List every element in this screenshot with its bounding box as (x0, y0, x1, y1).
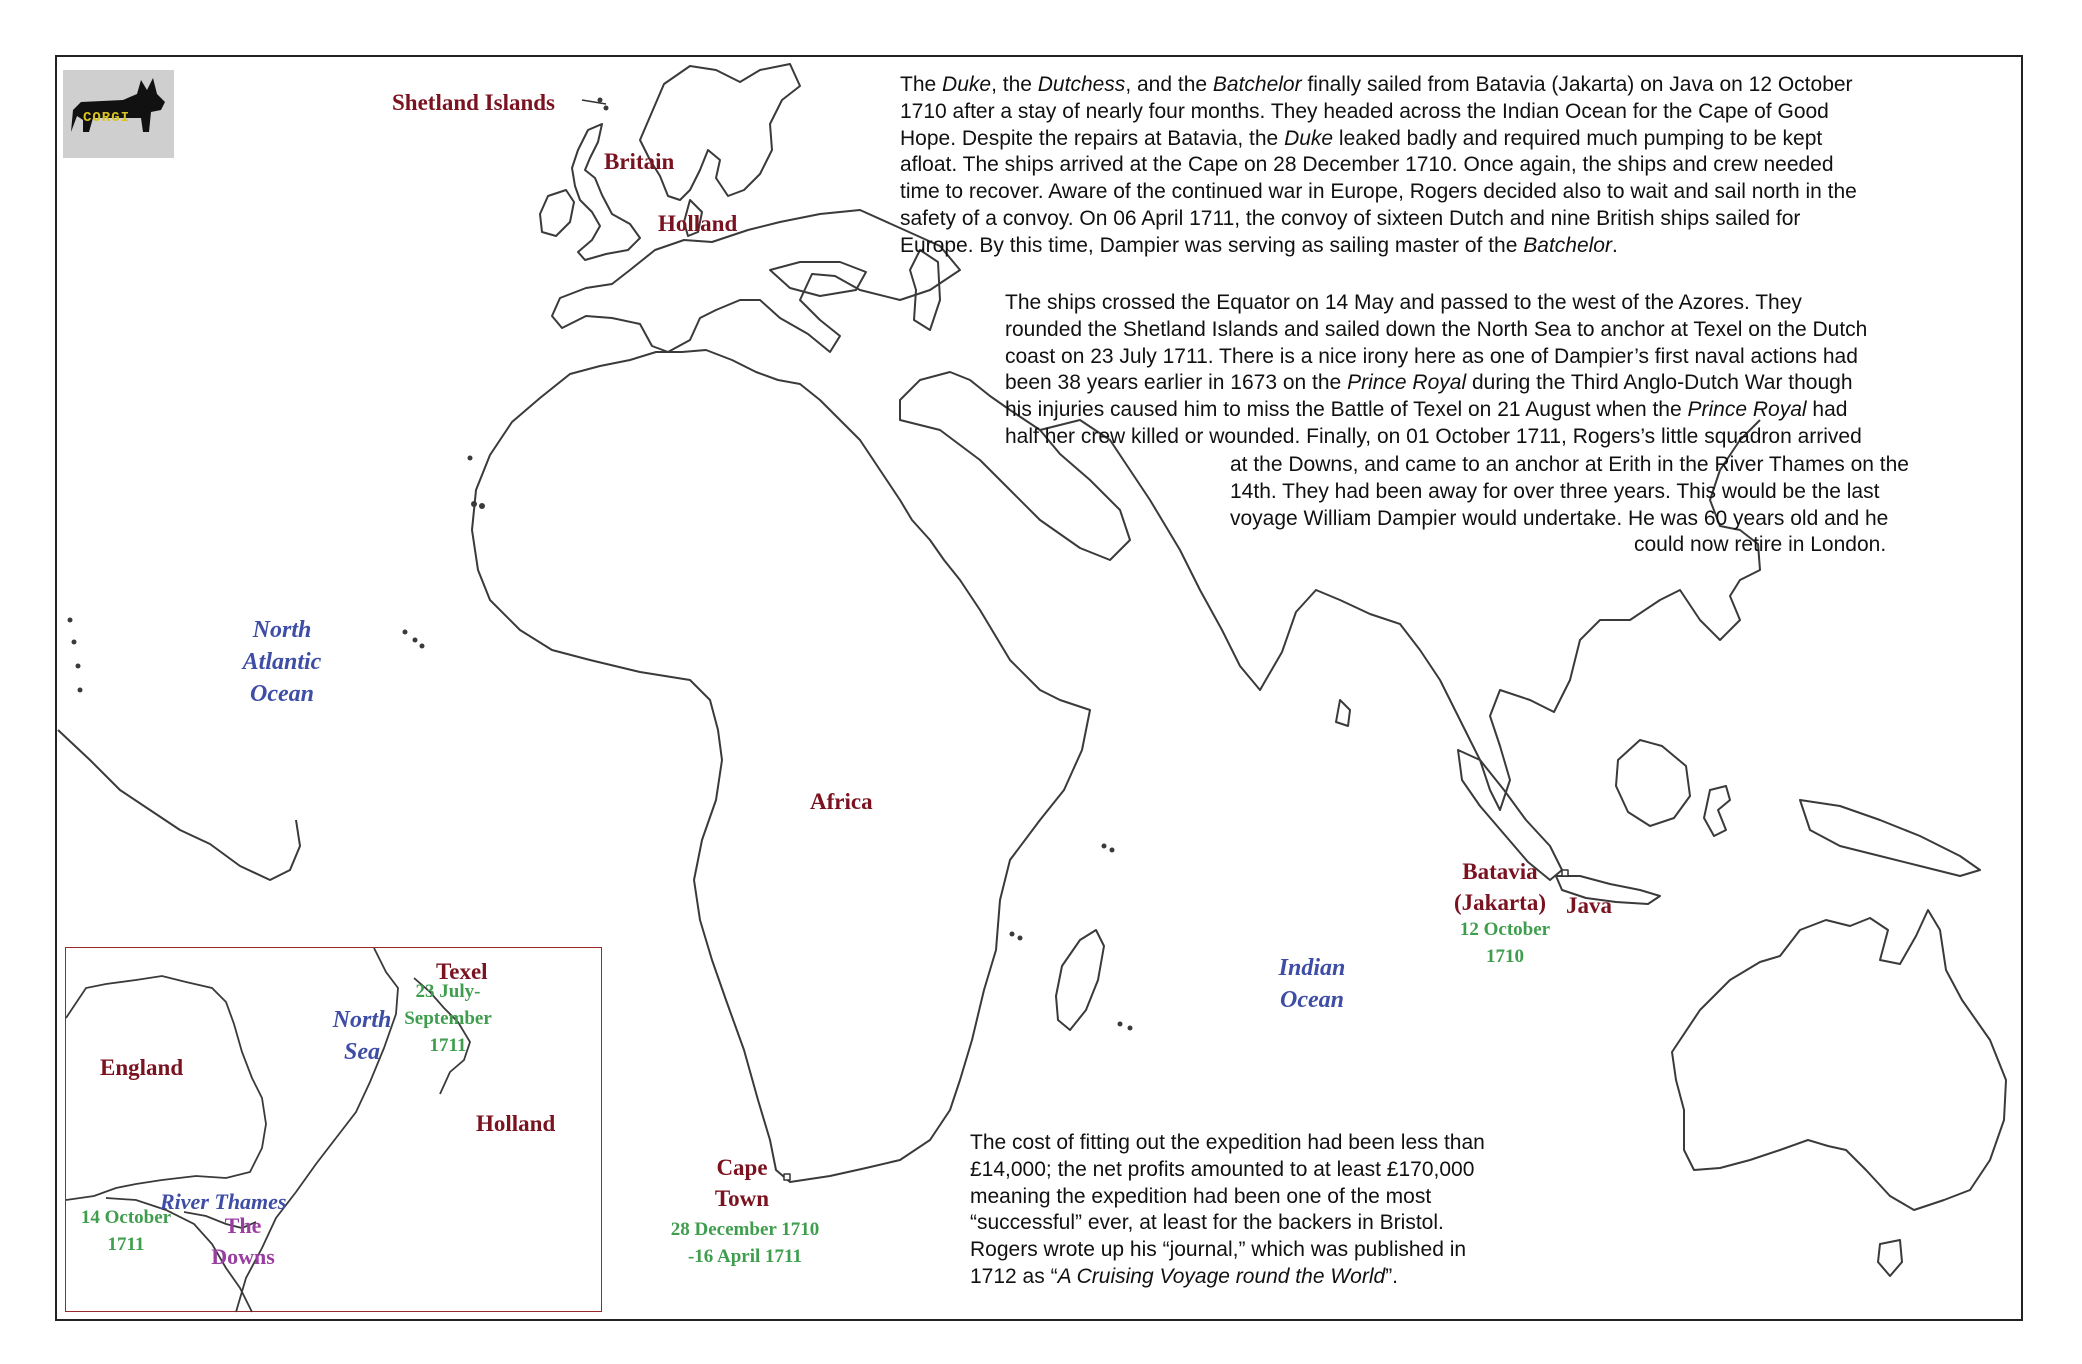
text-run: meaning the expedition had been one of the most (970, 1184, 1432, 1208)
inset-label-texel-dates: 23 July- September 1711 (404, 981, 492, 1056)
text-run: The ships crossed the Equator on 14 May and passed to the west of the Azores. They (1005, 291, 1802, 314)
text-run: 1712 as “ (970, 1264, 1058, 1288)
sri-lanka-coast (1336, 700, 1350, 726)
text-run: Europe. By this time, Dampier was serving as sailing master of the (900, 233, 1524, 257)
caspian-sea (910, 250, 940, 330)
paragraph-line (900, 99, 1857, 126)
inset-label-texel: Texel (436, 959, 488, 984)
label-shetland-islands: Shetland Islands (392, 90, 555, 115)
text-run: had (1806, 398, 1848, 422)
australia-coast (1672, 910, 2006, 1210)
label-holland: Holland (658, 211, 738, 236)
paragraph-voyage-home-end (1230, 452, 1909, 532)
paragraph-line (1005, 370, 1867, 397)
paragraph-retirement (1634, 532, 1886, 559)
text-run: The (900, 73, 943, 96)
tasmania-coast (1878, 1240, 1902, 1276)
paragraph-line (900, 206, 1857, 233)
italic-run: Duke (942, 73, 992, 96)
italic-run: Prince Royal (1687, 398, 1807, 422)
sulawesi-coast (1704, 786, 1730, 836)
paragraph-line (970, 1184, 1485, 1211)
paragraph-line (1005, 344, 1867, 371)
text-run: , the (991, 73, 1038, 96)
label-batavia: Batavia (Jakarta) (1454, 859, 1546, 915)
paragraph-line (1230, 452, 1909, 479)
paragraph-line (970, 1130, 1485, 1157)
text-run: voyage William Dampier would undertake. He was 60 years old and he (1230, 506, 1889, 530)
text-run: “successful” ever, at least for the backers in Bristol. (970, 1211, 1444, 1235)
italic-run: Batchelor (1212, 73, 1302, 96)
text-run: half her crew killed or wounded. Finally, on 01 October 1711, Rogers’s little squadron arrived (1005, 424, 1862, 448)
label-indian-ocean: Indian Ocean (1278, 955, 1346, 1013)
label-cape-town: Cape Town (714, 1155, 770, 1211)
paragraph-line (1634, 532, 1886, 559)
americas-coast (58, 730, 300, 880)
paragraph-line (900, 179, 1857, 206)
text-run: safety of a convoy. On 06 April 1711, the convoy of sixteen Dutch and nine British ships sailed for (900, 206, 1801, 230)
inset-label-the-downs: The Downs (211, 1213, 275, 1269)
europe-coast (552, 210, 960, 352)
text-run: could now retire in London. (1634, 533, 1887, 556)
text-run: . (1611, 233, 1618, 257)
italic-run: Batchelor (1523, 233, 1612, 257)
corgi-logo (63, 70, 174, 158)
text-run: Rogers wrote up his “journal,” which was published in (970, 1238, 1467, 1262)
inset-label-river-thames: River Thames (160, 1189, 287, 1214)
inset-label-thames-date: 14 October 1711 (80, 1207, 172, 1255)
paragraph-line (1005, 290, 1867, 317)
text-run: 14th. They had been away for over three years. This would be the last (1230, 479, 1880, 503)
paragraph-line (1230, 479, 1909, 506)
madagascar-coast (1056, 930, 1104, 1030)
text-run: finally sailed from Batavia (Jakarta) on Java on 12 October (1301, 73, 1853, 96)
text-run: leaked badly and required much pumping to be kept (1333, 126, 1823, 150)
paragraph-line (970, 1210, 1485, 1237)
inset-map (65, 947, 602, 1312)
batavia-marker (1562, 870, 1568, 876)
corgi-logo-text: CORGI (83, 110, 131, 126)
paragraph-costs (970, 1130, 1485, 1291)
italic-run: A Cruising Voyage round the World (1057, 1264, 1386, 1288)
label-north-atlantic-ocean: North Atlantic Ocean (242, 617, 322, 707)
borneo-coast (1616, 740, 1690, 826)
paragraph-voyage-home (1005, 290, 1867, 451)
paragraph-line (970, 1264, 1485, 1291)
text-run: coast on 23 July 1711. There is a nice irony here as one of Dampier’s first naval actions had (1005, 344, 1858, 368)
inset-label-holland: Holland (476, 1111, 556, 1136)
text-run: afloat. The ships arrived at the Cape on 28 December 1710. Once again, the ships and crew needed (900, 153, 1834, 177)
paragraph-line (1230, 506, 1909, 533)
paragraph-line (970, 1237, 1485, 1264)
paragraph-line (900, 126, 1857, 153)
label-cape-town-dates: 28 December 1710 -16 April 1711 (670, 1219, 820, 1267)
label-java: Java (1566, 893, 1612, 918)
text-run: , and the (1125, 73, 1213, 96)
black-sea (770, 262, 866, 296)
text-run: at the Downs, and came to an anchor at Erith in the River Thames on the (1230, 453, 1909, 476)
text-run: £14,000; the net profits amounted to at least £170,000 (970, 1157, 1475, 1181)
paragraph-line (1005, 317, 1867, 344)
inset-label-england: England (100, 1055, 184, 1080)
text-run: time to recover. Aware of the continued war in Europe, Rogers decided also to wait and sail north in the (900, 180, 1857, 204)
paragraph-line (1005, 424, 1867, 451)
paragraph-line (900, 72, 1857, 99)
label-africa: Africa (810, 789, 873, 814)
paragraph-line (970, 1157, 1485, 1184)
italic-run: Duke (1284, 126, 1334, 150)
text-run: ”. (1385, 1264, 1399, 1288)
britain-coast (572, 124, 640, 260)
italic-run: Prince Royal (1347, 371, 1467, 395)
label-britain: Britain (604, 149, 675, 174)
paragraph-departure (900, 72, 1857, 260)
italic-run: Dutchess (1037, 73, 1126, 96)
paragraph-line (1005, 397, 1867, 424)
scandinavia-coast (640, 64, 800, 200)
paragraph-line (900, 233, 1857, 260)
ireland-coast (540, 190, 574, 236)
cape-town-marker (784, 1174, 790, 1180)
new-guinea-coast (1800, 800, 1980, 876)
inset-label-north-sea: North Sea (332, 1007, 392, 1065)
text-run: his injuries caused him to miss the Battle of Texel on 21 August when the (1005, 398, 1688, 422)
text-run: been 38 years earlier in 1673 on the (1005, 371, 1348, 395)
text-run: 1710 after a stay of nearly four months. They headed across the Indian Ocean for the Cape of Good (900, 99, 1829, 123)
paragraph-line (900, 152, 1857, 179)
text-run: rounded the Shetland Islands and sailed down the North Sea to anchor at Texel on the Dutch (1005, 317, 1868, 341)
text-run: The cost of fitting out the expedition had been less than (970, 1131, 1485, 1154)
text-run: during the Third Anglo-Dutch War though (1466, 371, 1853, 395)
text-run: Hope. Despite the repairs at Batavia, the (900, 126, 1285, 150)
label-batavia-date: 12 October 1710 (1459, 919, 1551, 967)
